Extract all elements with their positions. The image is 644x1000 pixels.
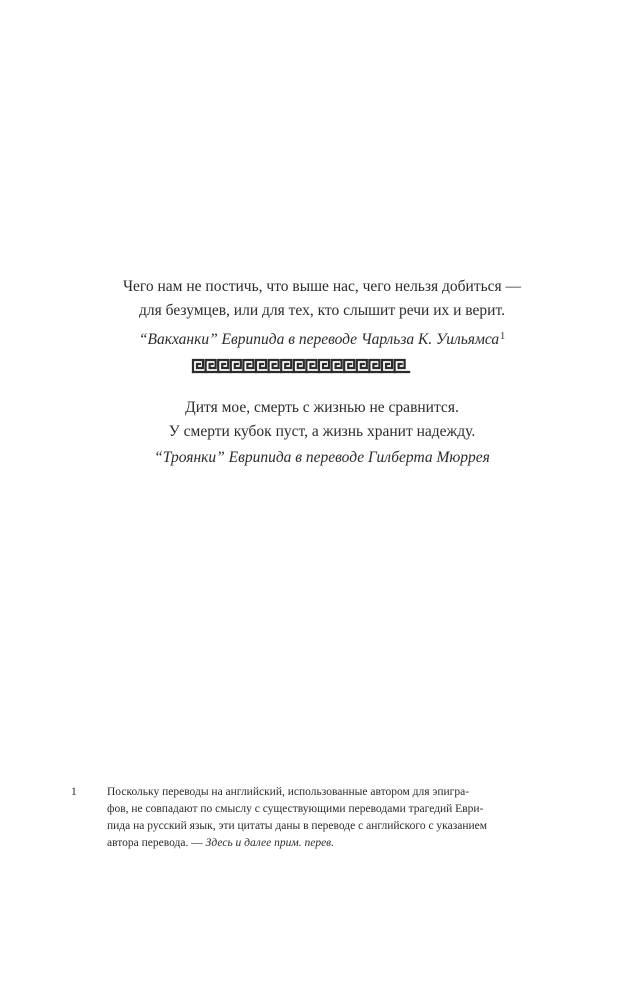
- footnote-number: 1: [71, 786, 77, 798]
- footnote-line: пида на русский язык, эти цитаты даны в переводе с английского с указанием: [107, 820, 488, 832]
- footnote-text: [107, 784, 541, 852]
- footnote-reference[interactable]: 1: [500, 331, 506, 342]
- greek-key-meander-icon: [190, 358, 412, 374]
- epigraph-line: У смерти кубок пуст, а жизнь хранит надежду.: [168, 423, 476, 440]
- footnote-line: фов, не совпадают по смыслу с существующими переводами трагедий Еври-: [107, 803, 484, 815]
- epigraph-bacchae: [0, 275, 644, 352]
- epigraph-source: “Троянки” Еврипида в переводе Гилберта Мюррея: [154, 449, 490, 466]
- meander-pattern: [193, 360, 405, 372]
- epigraph-line: Чего нам не постичь, что выше нас, чего нельзя добиться —: [122, 278, 522, 295]
- epigraph-line: для безумцев, или для тех, кто слышит речи их и верит.: [139, 302, 505, 319]
- epigraph-source: [0, 325, 644, 352]
- epigraph-line: Дитя мое, смерть с жизнью не сравнится.: [185, 399, 459, 416]
- footnote: [71, 784, 541, 852]
- epigraph-source-text: “Вакханки” Еврипида в переводе Чарльза К. Уильямса: [138, 331, 500, 348]
- footnote-line: Поскольку переводы на английский, использованные автором для эпигра-: [107, 786, 470, 798]
- footnote-italic-text: Здесь и далее прим. перев.: [205, 837, 335, 849]
- epigraph-trojan-women: [0, 396, 644, 470]
- footnote-plain-text: автора перевода. —: [107, 837, 206, 849]
- footnote-line: [107, 835, 541, 852]
